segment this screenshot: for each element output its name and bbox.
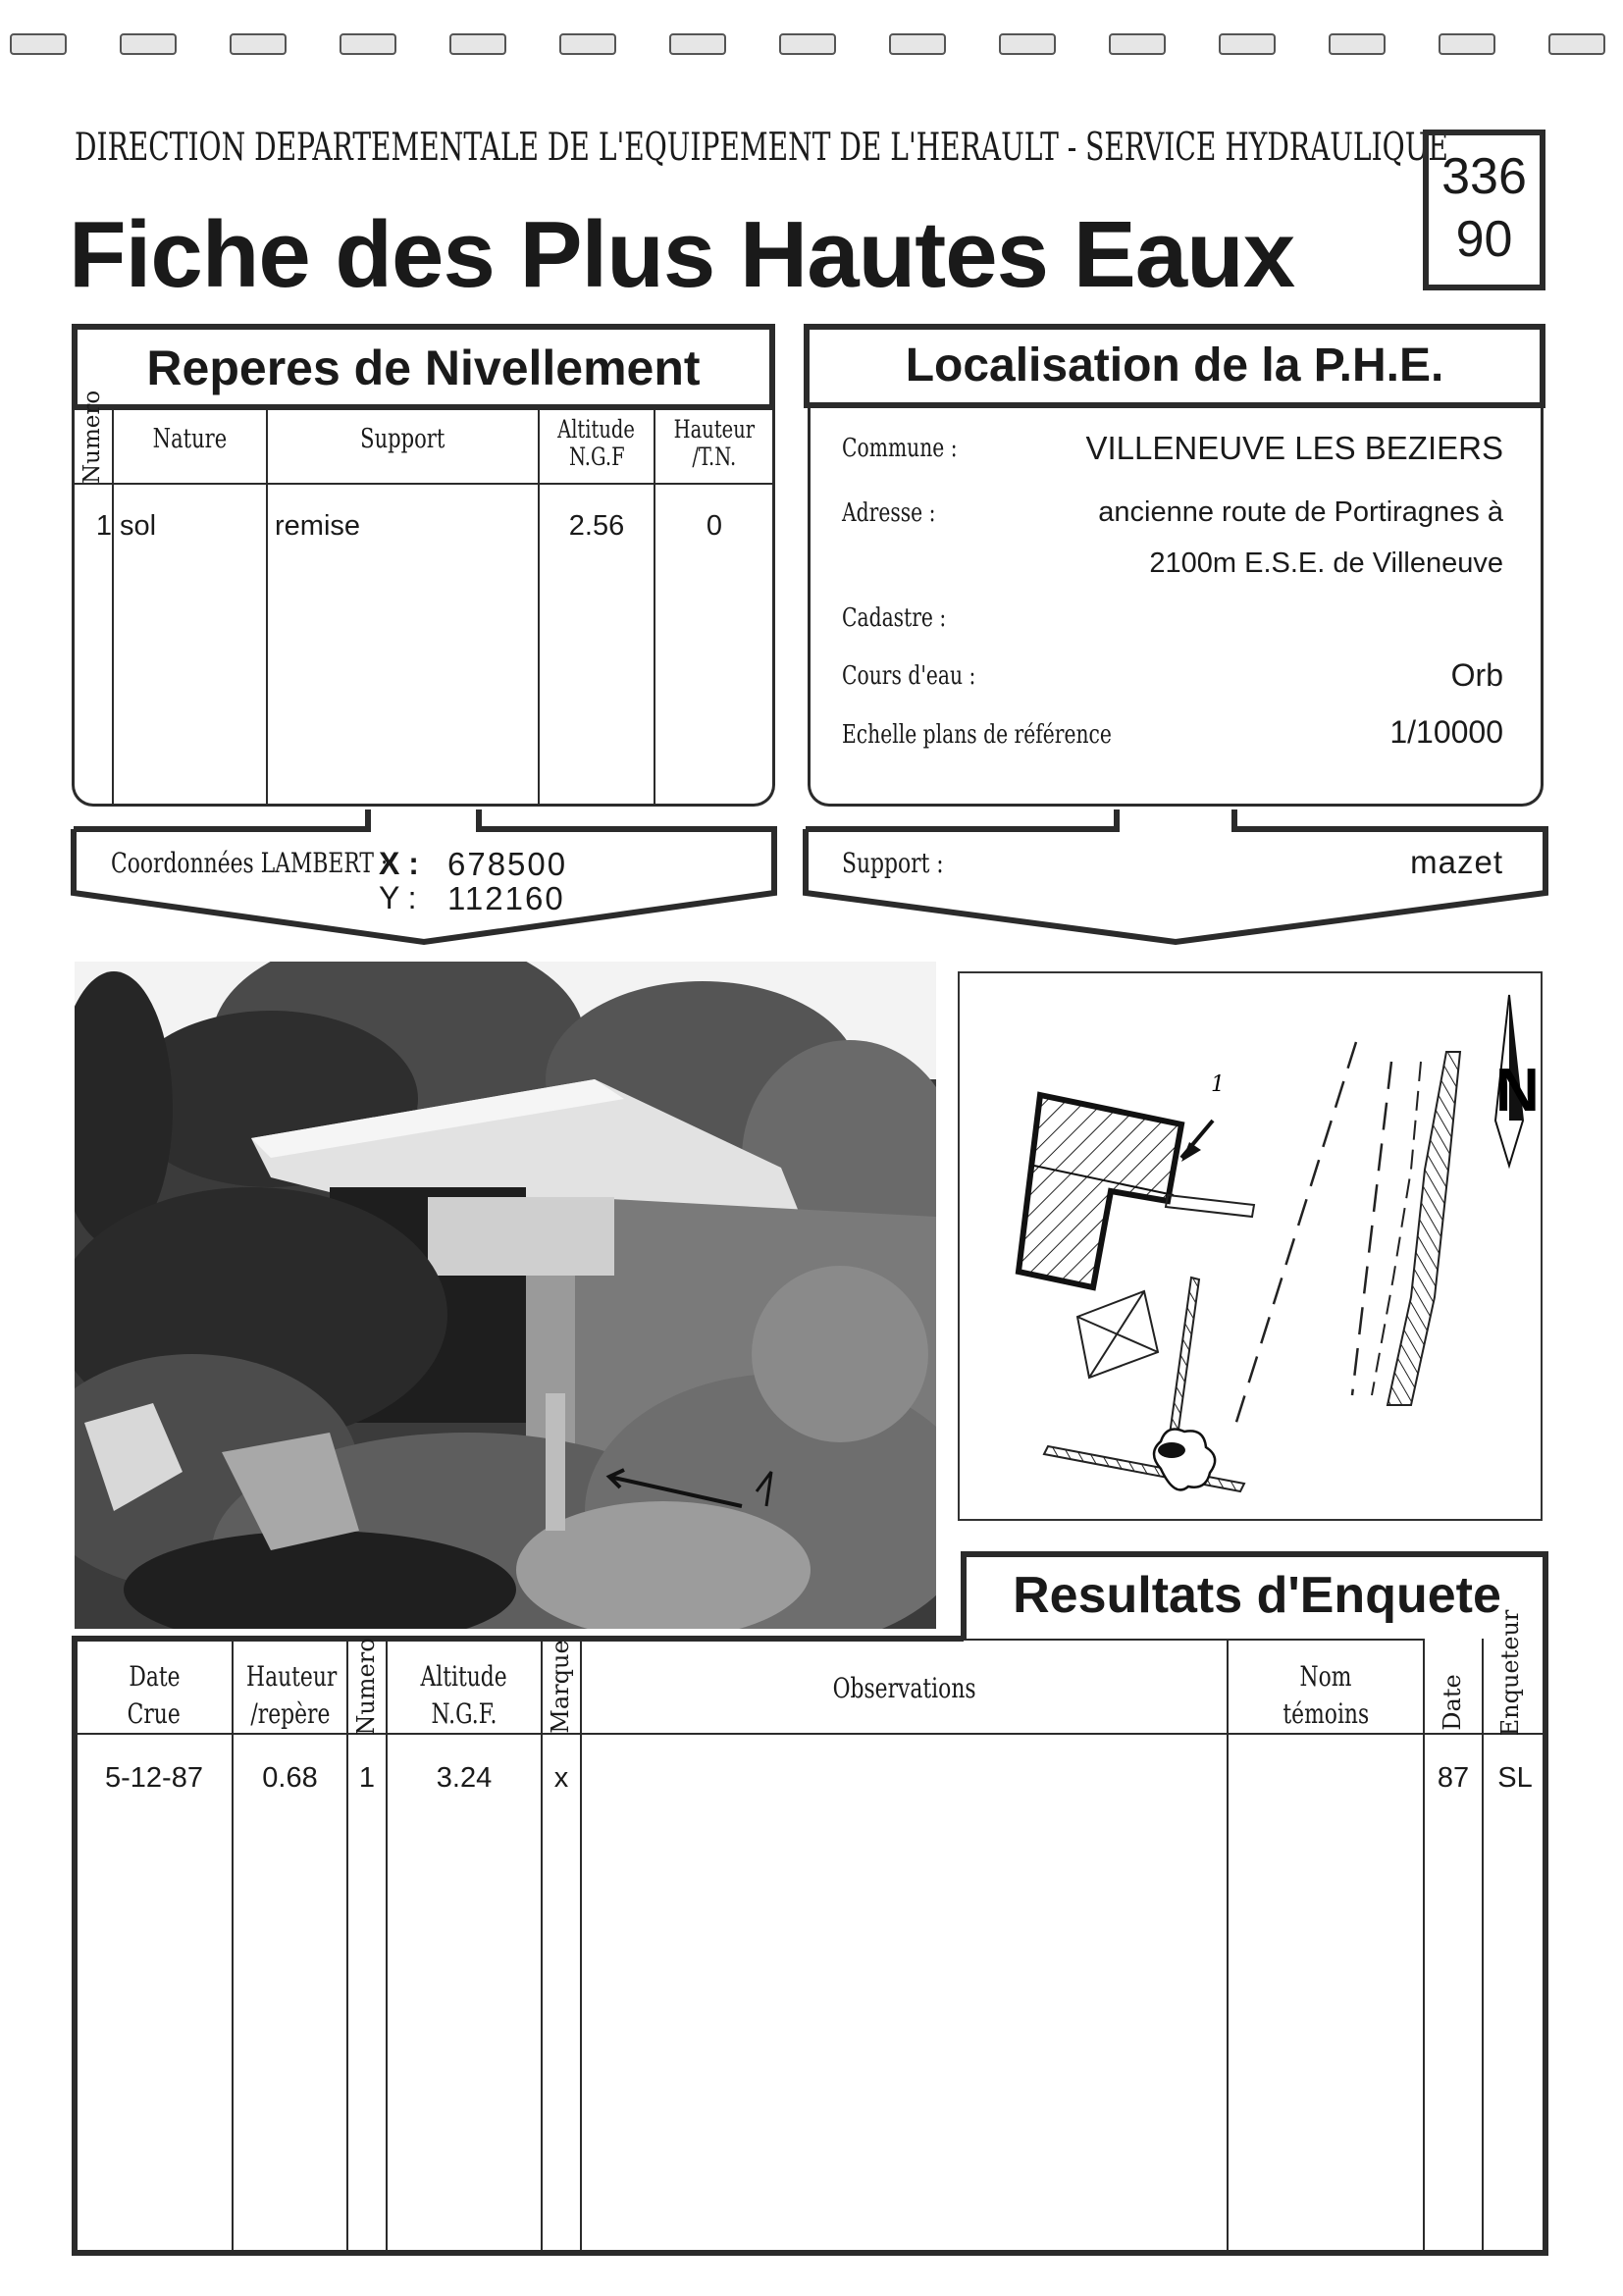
site-plan: [958, 971, 1543, 1521]
binder-hole: [230, 33, 287, 55]
binder-hole: [1109, 33, 1166, 55]
resultats-cell-enqueteur: SL: [1497, 1762, 1533, 1794]
commune-value: VILLENEUVE LES BEZIERS: [1085, 430, 1503, 466]
fiche-id-box: [1423, 130, 1545, 290]
resultats-col-divider: [580, 1639, 582, 2251]
reperes-col-divider: [112, 408, 114, 807]
binder-hole: [1548, 33, 1605, 55]
fiche-id-top: 336: [1441, 148, 1527, 205]
coordonnees-label: Coordonnées LAMBERT :: [111, 847, 389, 879]
resultats-title: Resultats d'Enquete: [1013, 1567, 1501, 1624]
page-title: Fiche des Plus Hautes Eaux: [69, 202, 1295, 307]
resultats-cell-numero: 1: [358, 1762, 376, 1794]
binder-hole: [1329, 33, 1386, 55]
binder-hole: [120, 33, 177, 55]
support-value: mazet: [1410, 844, 1503, 880]
resultats-col-altitude: Altitude N.G.F.: [420, 1660, 508, 1730]
resultats-col-enqueteur: Enqueteur: [1496, 1609, 1524, 1737]
x-value: 678500: [447, 846, 568, 882]
reperes-cell-hauteur: 0: [706, 510, 723, 542]
resultats-top-divider: [75, 1639, 1423, 1641]
support-label: Support :: [842, 847, 944, 879]
site-plan-drawing: [960, 973, 1541, 1519]
resultats-col-hauteur: Hauteur /repère: [246, 1660, 338, 1730]
resultats-col-divider: [541, 1639, 543, 2251]
reperes-title-box: [72, 324, 775, 410]
cours-eau-label: Cours d'eau :: [842, 661, 976, 691]
reperes-col-support: Support: [360, 424, 445, 454]
binder-hole: [10, 33, 67, 55]
reperes-title: Reperes de Nivellement: [146, 340, 701, 395]
north-label: N: [1495, 1057, 1540, 1124]
reperes-cell-support: remise: [275, 510, 361, 542]
resultats-col-date: Date: [1439, 1674, 1466, 1731]
reperes-header-divider: [72, 483, 775, 485]
localisation-title-box: [804, 324, 1545, 408]
y-value: 112160: [447, 880, 565, 916]
binder-hole: [889, 33, 946, 55]
commune-label: Commune :: [842, 434, 958, 463]
binder-hole: [1439, 33, 1495, 55]
fiche-id-bottom: 90: [1455, 211, 1513, 268]
binder-hole: [559, 33, 616, 55]
reperes-cell-nature: sol: [120, 510, 157, 542]
adresse-line-1: ancienne route de Portiragnes à: [1098, 496, 1503, 528]
resultats-cell-date-crue: 5-12-87: [105, 1762, 203, 1794]
reperes-cell-altitude: 2.56: [568, 510, 625, 542]
plan-marker-label: 1: [1211, 1072, 1225, 1097]
coordonnees-banner: [69, 805, 779, 954]
reperes-col-numero: Numero: [79, 390, 105, 484]
binder-hole: [779, 33, 836, 55]
reperes-col-hauteur: Hauteur /T.N.: [673, 415, 756, 471]
cours-eau-value: Orb: [1450, 657, 1503, 693]
resultats-header-divider: [75, 1733, 1546, 1735]
resultats-frame: [69, 1550, 1552, 2257]
cadastre-label: Cadastre :: [842, 603, 947, 633]
resultats-col-observations: Observations: [832, 1672, 976, 1704]
reperes-col-divider: [266, 408, 268, 807]
resultats-cell-altitude: 3.24: [436, 1762, 493, 1794]
reperes-cell-numero: 1: [95, 510, 112, 542]
agency-header: DIRECTION DEPARTEMENTALE DE L'EQUIPEMENT DE L'HERAULT - SERVICE HYDRAULIQUE: [75, 126, 1448, 170]
resultats-col-nom-temoins: Nom témoins: [1283, 1660, 1369, 1730]
resultats-col-marque: Marque: [547, 1640, 574, 1734]
reperes-col-nature: Nature: [152, 424, 228, 454]
resultats-col-divider: [346, 1639, 348, 2251]
reperes-col-altitude: Altitude N.G.F: [557, 415, 636, 471]
adresse-label: Adresse :: [842, 498, 936, 528]
echelle-label: Echelle plans de référence: [842, 720, 1112, 750]
binder-hole: [1219, 33, 1276, 55]
site-photo: [75, 962, 936, 1629]
y-label: Y :: [379, 880, 417, 915]
binder-hole: [999, 33, 1056, 55]
resultats-col-divider: [1482, 1639, 1484, 2251]
resultats-cell-marque: x: [553, 1762, 569, 1794]
binder-hole: [449, 33, 506, 55]
resultats-cell-hauteur: 0.68: [262, 1762, 318, 1794]
x-label: X :: [379, 846, 419, 881]
localisation-title: Localisation de la P.H.E.: [905, 339, 1444, 391]
resultats-col-date-crue: Date Crue: [127, 1660, 182, 1730]
resultats-col-numero: Numero: [352, 1638, 380, 1736]
resultats-col-divider: [1423, 1639, 1425, 2251]
resultats-cell-date: 87: [1437, 1762, 1470, 1794]
adresse-line-2: 2100m E.S.E. de Villeneuve: [1149, 548, 1503, 579]
binder-hole: [669, 33, 726, 55]
echelle-value: 1/10000: [1389, 714, 1503, 750]
binder-hole: [340, 33, 396, 55]
